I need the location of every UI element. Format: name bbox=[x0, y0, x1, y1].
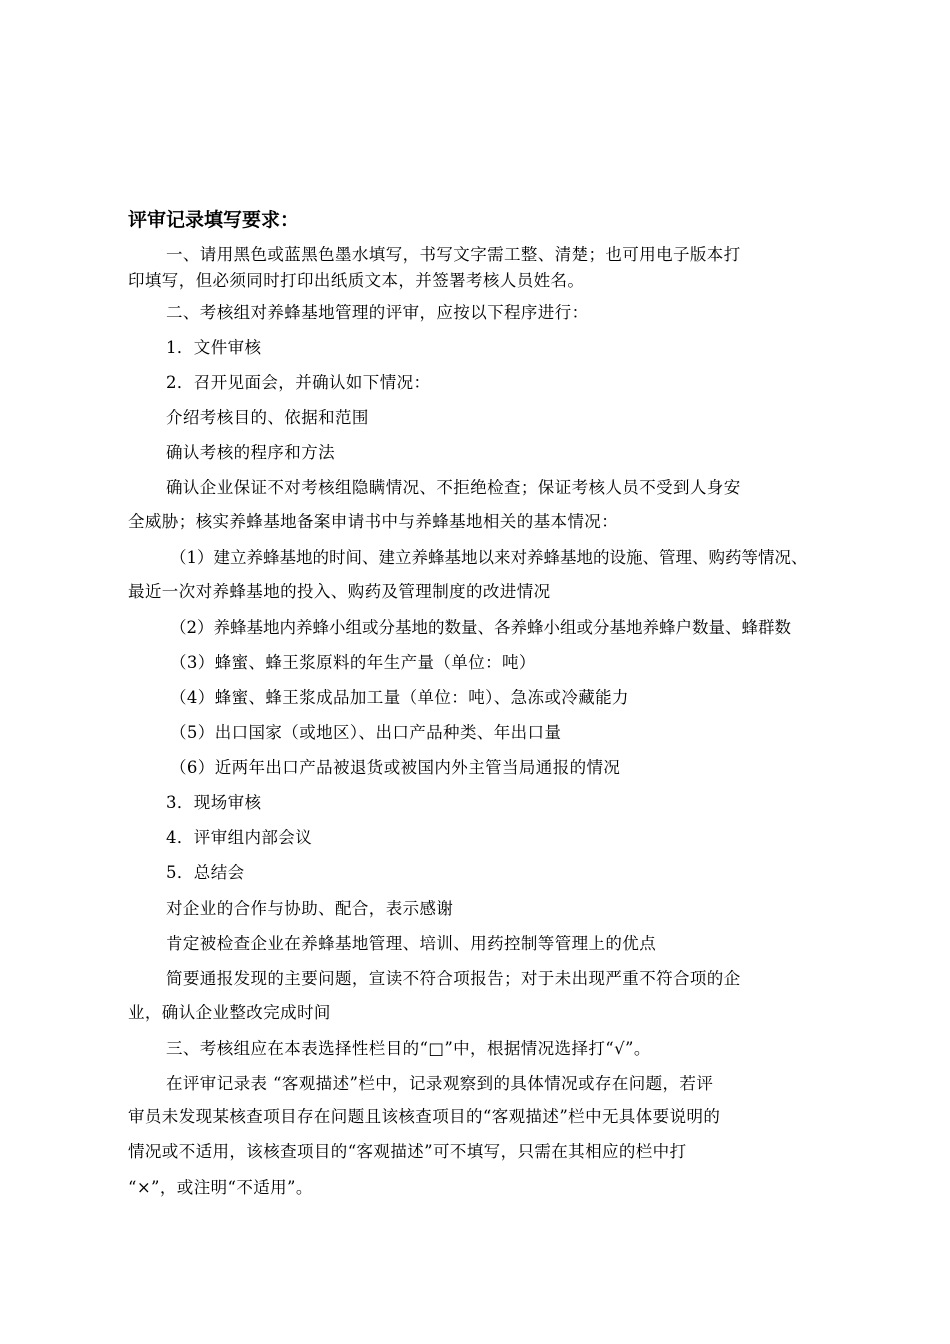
text-line-27: 情况或不适用，该核查项目的“客观描述”可不填写，只需在其相应的栏中打 bbox=[128, 1142, 687, 1161]
text-line-9: 全威胁；核实养蜂基地备案申请书中与养蜂基地相关的基本情况： bbox=[128, 512, 619, 531]
text-line-16: （6）近两年出口产品被退货或被国内外主管当局通报的情况 bbox=[170, 758, 621, 777]
text-line-6: 介绍考核目的、依据和范围 bbox=[166, 408, 369, 427]
text-line-1: 一、请用黑色或蓝黑色墨水填写，书写文字需工整、清楚；也可用电子版本打 bbox=[166, 245, 741, 264]
text-line-10: （1）建立养蜂基地的时间、建立养蜂基地以来对养蜂基地的设施、管理、购药等情况、 bbox=[170, 548, 808, 567]
text-line-15: （5）出口国家（或地区）、出口产品种类、年出口量 bbox=[170, 723, 562, 742]
text-line-25: 在评审记录表 “客观描述”栏中，记录观察到的具体情况或存在问题，若评 bbox=[166, 1074, 714, 1093]
text-line-2: 印填写，但必须同时打印出纸质文本，并签署考核人员姓名。 bbox=[128, 271, 585, 290]
text-line-22: 简要通报发现的主要问题，宣读不符合项报告；对于未出现严重不符合项的企 bbox=[166, 969, 741, 988]
text-line-17: 3．现场审核 bbox=[166, 793, 262, 812]
text-line-7: 确认考核的程序和方法 bbox=[166, 443, 335, 462]
text-line-4: 1．文件审核 bbox=[166, 338, 262, 357]
text-line-20: 对企业的合作与协助、配合，表示感谢 bbox=[166, 899, 454, 918]
text-line-28: “×”，或注明“不适用”。 bbox=[128, 1178, 313, 1197]
text-line-19: 5．总结会 bbox=[166, 863, 245, 882]
text-line-26: 审员未发现某核查项目存在问题且该核查项目的“客观描述”栏中无具体要说明的 bbox=[128, 1107, 721, 1126]
text-line-5: 2．召开见面会，并确认如下情况： bbox=[166, 373, 431, 392]
text-line-11: 最近一次对养蜂基地的投入、购药及管理制度的改进情况 bbox=[128, 582, 551, 601]
text-line-21: 肯定被检查企业在养蜂基地管理、培训、用药控制等管理上的优点 bbox=[166, 934, 657, 953]
text-line-8: 确认企业保证不对考核组隐瞒情况、不拒绝检查；保证考核人员不受到人身安 bbox=[166, 478, 741, 497]
text-line-18: 4．评审组内部会议 bbox=[166, 828, 313, 847]
text-line-24: 三、考核组应在本表选择性栏目的“□”中，根据情况选择打“√”。 bbox=[166, 1039, 651, 1058]
text-line-3: 二、考核组对养蜂基地管理的评审，应按以下程序进行： bbox=[166, 303, 589, 322]
text-line-14: （4）蜂蜜、蜂王浆成品加工量（单位：吨）、急冻或冷藏能力 bbox=[170, 688, 629, 707]
text-line-23: 业，确认企业整改完成时间 bbox=[128, 1003, 331, 1022]
text-line-12: （2）养蜂基地内养蜂小组或分基地的数量、各养蜂小组或分基地养蜂户数量、蜂群数 bbox=[170, 618, 791, 637]
text-line-13: （3）蜂蜜、蜂王浆原料的年生产量（单位：吨） bbox=[170, 653, 536, 672]
page-title: 评审记录填写要求： bbox=[128, 209, 300, 231]
